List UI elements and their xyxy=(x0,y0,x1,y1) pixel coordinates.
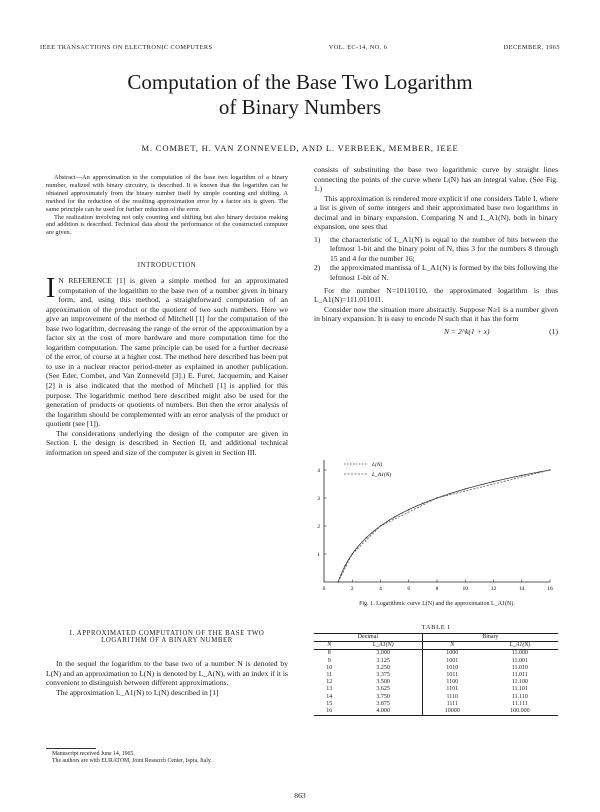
equation-1 xyxy=(314,327,558,337)
author-list: M. COMBET, H. VAN ZONNEVELD, AND L. VERBEEK, MEMBER, IEEE xyxy=(141,143,459,153)
table-cell: 3.000 xyxy=(345,650,423,658)
section-1-body xyxy=(46,659,288,697)
drop-cap: I xyxy=(46,273,56,304)
observation-2-number: 2) xyxy=(314,263,321,273)
y-tick-label: 2 xyxy=(317,524,320,530)
curve-log-exact xyxy=(338,470,550,582)
footnotes xyxy=(46,748,288,765)
table-cell: 11.110 xyxy=(511,693,528,700)
table-cell: 3.125 xyxy=(345,658,423,665)
observation-1-number: 1) xyxy=(314,234,321,244)
table-cell: 11.100 xyxy=(511,679,528,686)
table-cell: 8 xyxy=(327,650,331,657)
table-cell: 11.001 xyxy=(511,657,528,664)
equation-1-expression: N = 2^k(1 + x) xyxy=(444,326,490,336)
table-header-n-decimal: N xyxy=(327,642,332,649)
table-row xyxy=(314,694,558,701)
table-group-binary: Binary xyxy=(482,634,499,640)
right-paragraph-1: consists of substituting the base two logarithmic curve by straight lines connecting the points of the curve where L(N) has an integral value. (See Fig. 1.) xyxy=(314,165,558,194)
x-tick-label: 6 xyxy=(407,586,411,592)
y-tick-label: 1 xyxy=(317,552,320,558)
table-cell: 10000 xyxy=(444,708,460,715)
x-tick-label: 4 xyxy=(379,586,382,592)
table-row xyxy=(314,708,558,716)
section-1-heading-line-2: LOGARITHM OF A BINARY NUMBER xyxy=(101,637,233,644)
introduction-paragraph-1 xyxy=(46,273,288,429)
table-cell: 16 xyxy=(326,708,333,715)
table-cell: 3.375 xyxy=(345,672,423,679)
right-paragraph-4: Consider now the situation more abstractly. Suppose N≥1 is a number given in binary expansion. It is easy to encode N such that it has the form xyxy=(314,304,558,324)
introduction-paragraph-2: The considerations underlying the design of the computer are given in Section I, the design is described in Section II, and additional technical information on speed and size of the computer is given in Section III. xyxy=(46,428,288,457)
table-cell: 13 xyxy=(326,686,333,693)
table-group-header-row xyxy=(314,634,558,642)
title-line-2: of Binary Numbers xyxy=(218,95,382,119)
curve-log-approx xyxy=(338,470,550,582)
figure-1-plot xyxy=(310,450,560,600)
table-row xyxy=(314,672,558,679)
table-cell: 3.750 xyxy=(345,694,423,701)
section-1-heading-line-1: I. APPROXIMATED COMPUTATION OF THE BASE TWO xyxy=(69,630,265,637)
table-row xyxy=(314,679,558,686)
section-1-paragraph-2: The approximation L_A1(N) to L(N) described in [1] xyxy=(56,687,219,697)
table-cell: 14 xyxy=(326,693,333,700)
x-tick-label: 12 xyxy=(490,586,497,592)
table-row xyxy=(314,650,558,658)
table-group-decimal: Decimal xyxy=(314,634,422,642)
table-cell: 11 xyxy=(326,672,333,679)
data-point xyxy=(344,565,345,566)
data-point xyxy=(422,503,423,504)
table-cell: 3.500 xyxy=(345,679,423,686)
footnote-received: Manuscript received June 14, 1965. xyxy=(52,751,135,757)
table-header-n-binary: N xyxy=(450,642,455,649)
footnote-rule xyxy=(46,748,96,749)
y-tick-label: 3 xyxy=(317,496,320,502)
abstract xyxy=(46,174,288,237)
table-row xyxy=(314,686,558,693)
x-tick-label: 10 xyxy=(462,586,468,592)
table-cell: 1010 xyxy=(446,664,459,671)
table-row xyxy=(314,658,558,665)
x-tick-label: 14 xyxy=(519,586,525,592)
data-point xyxy=(352,553,353,554)
table-row xyxy=(314,665,558,672)
table-header-row xyxy=(314,642,558,650)
data-point xyxy=(436,497,437,498)
section-1-heading xyxy=(46,630,288,644)
abstract-paragraph-2: The realization involving not only counting and shifting but also binary decision making and addition is described. Technical data about the performance of the constructed computer are given. xyxy=(46,213,288,237)
y-tick-label: 4 xyxy=(317,468,320,474)
table-cell: 1000 xyxy=(446,650,459,657)
running-head xyxy=(40,44,560,51)
observation-2 xyxy=(314,263,558,282)
journal-name: IEEE TRANSACTIONS ON ELECTRONIC COMPUTERS xyxy=(40,44,213,51)
table-cell: 12 xyxy=(326,679,333,686)
table-row xyxy=(314,701,558,708)
table-cell: 1100 xyxy=(446,679,459,686)
table-cell: 11.101 xyxy=(511,686,528,693)
table-cell: 3.625 xyxy=(345,686,423,693)
equation-1-number: (1) xyxy=(549,326,558,336)
data-point xyxy=(366,537,367,538)
table-1-grid xyxy=(314,633,558,716)
table-cell: 1101 xyxy=(446,686,459,693)
table-cell: 3.875 xyxy=(345,701,423,708)
legend-label-exact: L(N) xyxy=(372,462,383,468)
table-cell: 11.000 xyxy=(511,650,528,657)
data-point xyxy=(493,481,494,482)
observation-1-text: the characteristic of L_A1(N) is equal to the number of bits between the leftmost 1-bit and the binary point of N, thus 3 for the numbers 8 through 15 and 4 for the number 16; xyxy=(330,234,558,263)
data-point xyxy=(521,475,522,476)
table-cell: 15 xyxy=(326,700,333,707)
introduction-paragraph-1-text: N REFERENCE [1] is given a simple method for an approximated computation of the logarithm to the base two of a number given in binary form, and, using this method, a straightforward computation of an approximation of the product or the quotient of two such numbers. Here we give an improvement of the method of Mitchell [1] for the computation of the base two logarithm, decreasing the range of the error of the approximation by a factor six at the cost of more hardware and more computation time for the logarithm computation. The same principle can be used for a further decrease of the error, of course at a higher cost. The method here described has been put to use in a nuclear reactor period-meter as explained in another publication. (See Eder, Combet, and Van Zonneveld [3].) E. Furet, Jacquemin, and Kaiser [2] it is also indicated that the method of Mitchell [1] is applied for this purpose. The logarithmic method here described might also be used for the generation of products or quotients of numbers. But then the error analysis of the logarithm should be complemented with an error analysis of the product or quotient (see [1]). xyxy=(46,276,288,429)
table-cell: 11.111 xyxy=(511,700,528,707)
introduction-body xyxy=(46,273,288,457)
figure-legend xyxy=(344,461,391,478)
table-cell: 3.250 xyxy=(345,665,423,672)
abstract-paragraph-1: Abstract—An approximation to the computation of the base two logarithm of a binary number, realized with binary circuitry, is described. It is known that the logarithm can be obtained approximately from the binary number itself by simple counting and shifting. A method for the reduction of the resulting approximation error by a factor six is given. The same principle can be used for further reduction of the error. xyxy=(46,174,288,213)
page-number: 863 xyxy=(294,791,306,800)
table-cell: 10 xyxy=(326,664,333,671)
observation-1 xyxy=(314,235,558,264)
figure-1-caption: Fig. 1. Logarithmic curve L(N) and the approximation L_A1(N). xyxy=(359,601,515,607)
data-point xyxy=(394,516,395,517)
table-header-log-decimal: L_A1(N) xyxy=(345,642,423,650)
legend-label-approx: L_A1(N) xyxy=(372,472,392,478)
right-column-text xyxy=(314,165,558,336)
introduction-heading: INTRODUCTION xyxy=(137,262,197,269)
data-point xyxy=(408,509,409,510)
table-cell: 11.011 xyxy=(511,672,528,679)
volume-info: VOL. EC-14, NO. 6 xyxy=(328,44,388,51)
title-line-1: Computation of the Base Two Logarithm xyxy=(127,70,473,94)
table-cell: 1001 xyxy=(446,657,459,664)
table-cell: 1011 xyxy=(446,672,459,679)
issue-date: DECEMBER, 1965 xyxy=(503,44,560,51)
paper-title xyxy=(0,70,600,120)
table-cell: 1111 xyxy=(446,700,458,707)
data-point xyxy=(465,488,466,489)
right-paragraph-2: This approximation is rendered more explicit if one considers Table I, where a list is given of some integers and their approximated base two logarithms in decimal and in binary expansion. Comparing N and L_A1(N), both in binary expansion, one sees that xyxy=(314,193,558,232)
table-1-title: TABLE I xyxy=(421,624,451,631)
observation-2-text: the approximated mantissa of L_A1(N) is formed by the bits following the leftmost 1-bit of N. xyxy=(330,263,558,283)
x-tick-label: 8 xyxy=(435,586,439,592)
x-tick-label: 2 xyxy=(350,586,354,592)
table-header-log-binary: L_A1(N) xyxy=(509,642,531,649)
axis-ticks xyxy=(317,468,553,592)
footnote-affiliation: The authors are with EURATOM, Joint Research Center, Ispra, Italy. xyxy=(52,758,212,764)
table-cell: 4.000 xyxy=(345,708,423,716)
table-cell: 100.000 xyxy=(510,708,530,715)
table-cell: 1110 xyxy=(446,693,459,700)
data-point xyxy=(337,581,338,582)
table-cell: 9 xyxy=(327,657,331,664)
table-1 xyxy=(314,624,558,716)
right-paragraph-3: For the number N=10110110, the approximated logarithm is thus L_A1(N)=111.011011. xyxy=(314,285,558,305)
section-1-paragraph-1: In the sequel the logarithm to the base two of a number N is denoted by L(N) and an approximation to L(N) is denoted by L_A(N), with an index if it is convenient to distinguish between different approximations. xyxy=(46,659,288,688)
data-point xyxy=(380,525,381,526)
x-tick-label: 16 xyxy=(547,586,553,592)
table-cell: 11.010 xyxy=(511,664,528,671)
x-tick-label: 0 xyxy=(322,586,326,592)
data-point xyxy=(549,469,550,470)
